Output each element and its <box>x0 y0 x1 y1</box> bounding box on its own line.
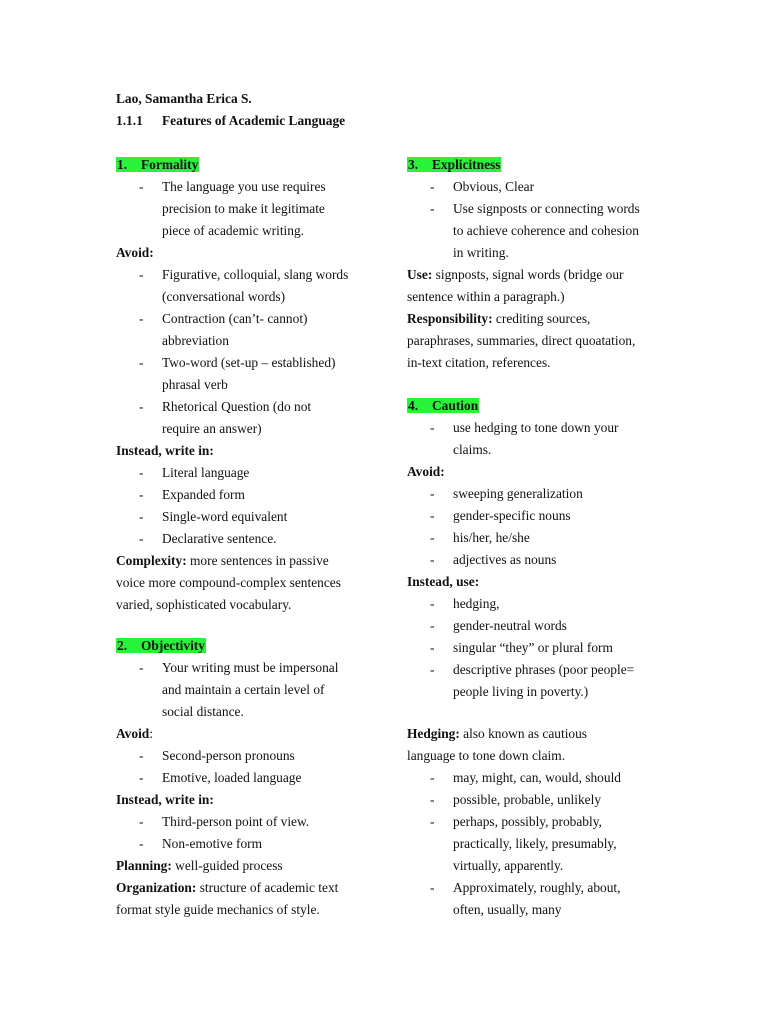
bullet-dash: - <box>139 487 144 502</box>
list-item: use hedging to tone down your <box>453 420 619 435</box>
list-item: his/her, he/she <box>453 530 530 545</box>
bullet-dash: - <box>139 836 144 851</box>
responsibility-line: Responsibility: crediting sources, <box>407 311 591 326</box>
planning-line: Planning: well-guided process <box>116 858 283 873</box>
list-item: sweeping generalization <box>453 486 583 501</box>
avoid-label: Avoid: <box>116 726 153 741</box>
heading-title: Features of Academic Language <box>162 113 346 128</box>
list-item: Use signposts or connecting words <box>453 201 640 216</box>
highlight: 1. Formality <box>117 157 199 172</box>
list-item: Contraction (can’t- cannot) <box>162 311 308 326</box>
paragraph-line: format style guide mechanics of style. <box>116 902 320 917</box>
complexity-label: Complexity: <box>116 553 187 568</box>
list-item: abbreviation <box>162 333 229 348</box>
highlight: 4. Caution <box>408 398 479 413</box>
section-formality-title <box>116 157 199 173</box>
bullet-dash: - <box>139 355 144 370</box>
bullet-dash: - <box>430 880 435 895</box>
bullet-dash: - <box>430 618 435 633</box>
bullet-dash: - <box>139 179 144 194</box>
section-objectivity-title <box>116 638 206 654</box>
author-name: Lao, Samantha Erica S. <box>116 91 252 106</box>
list-item: Literal language <box>162 465 250 480</box>
list-item: claims. <box>453 442 492 457</box>
bullet-dash: - <box>430 792 435 807</box>
avoid-label: Avoid: <box>116 245 154 260</box>
complexity-line: Complexity: more sentences in passive <box>116 553 329 568</box>
bullet-dash: - <box>430 640 435 655</box>
bullet-dash: - <box>430 770 435 785</box>
instead-label: Instead, write in: <box>116 443 214 458</box>
bullet-dash: - <box>430 179 435 194</box>
list-item: Approximately, roughly, about, <box>453 880 621 895</box>
bullet-dash: - <box>139 660 144 675</box>
hedging-line: Hedging: also known as cautious <box>407 726 588 741</box>
list-item: singular “they” or plural form <box>453 640 613 655</box>
list-item: (conversational words) <box>162 289 286 304</box>
list-item: adjectives as nouns <box>453 552 557 567</box>
bullet-dash: - <box>430 201 435 216</box>
list-item: gender-specific nouns <box>453 508 571 523</box>
use-line: Use: signposts, signal words (bridge our <box>407 267 624 282</box>
section-explicitness-title <box>407 157 501 173</box>
bullet-dash: - <box>430 530 435 545</box>
paragraph-line: paraphrases, summaries, direct quoatation, <box>407 333 636 348</box>
list-item: Rhetorical Question (do not <box>162 399 312 414</box>
list-item: and maintain a certain level of <box>162 682 325 697</box>
list-item: people living in poverty.) <box>453 684 589 699</box>
bullet-dash: - <box>139 814 144 829</box>
paragraph-line: varied, sophisticated vocabulary. <box>116 597 292 612</box>
list-item: virtually, apparently. <box>453 858 564 873</box>
highlight: 3. Explicitness <box>408 157 501 172</box>
list-item: The language you use requires <box>162 179 326 194</box>
list-item: Two-word (set-up – established) <box>162 355 336 370</box>
bullet-dash: - <box>139 531 144 546</box>
paragraph-line: language to tone down claim. <box>407 748 566 763</box>
paragraph-line: voice more compound-complex sentences <box>116 575 341 590</box>
highlight: 2. Objectivity <box>117 638 205 653</box>
list-item: require an answer) <box>162 421 262 436</box>
list-item: possible, probable, unlikely <box>453 792 602 807</box>
paragraph-line: in-text citation, references. <box>407 355 551 370</box>
list-item: Second-person pronouns <box>162 748 295 763</box>
bullet-dash: - <box>139 770 144 785</box>
bullet-dash: - <box>430 662 435 677</box>
list-item: Your writing must be impersonal <box>162 660 339 675</box>
list-item: often, usually, many <box>453 902 562 917</box>
list-item: Third-person point of view. <box>162 814 310 829</box>
bullet-dash: - <box>139 465 144 480</box>
bullet-dash: - <box>430 486 435 501</box>
paragraph-line: sentence within a paragraph.) <box>407 289 565 304</box>
instead-label: Instead, write in: <box>116 792 214 807</box>
list-item: piece of academic writing. <box>162 223 305 238</box>
list-item: Emotive, loaded language <box>162 770 302 785</box>
bullet-dash: - <box>430 814 435 829</box>
heading-number: 1.1.1 <box>116 113 143 128</box>
avoid-label: Avoid: <box>407 464 445 479</box>
list-item: precision to make it legitimate <box>162 201 325 216</box>
bullet-dash: - <box>139 399 144 414</box>
instead-label: Instead, use: <box>407 574 480 589</box>
bullet-dash: - <box>430 596 435 611</box>
list-item: Obvious, Clear <box>453 179 535 194</box>
organization-line: Organization: structure of academic text <box>116 880 339 895</box>
section-heading <box>116 113 345 129</box>
bullet-dash: - <box>430 552 435 567</box>
bullet-dash: - <box>430 420 435 435</box>
list-item: gender-neutral words <box>453 618 567 633</box>
list-item: hedging, <box>453 596 500 611</box>
section-caution-title <box>407 398 479 414</box>
bullet-dash: - <box>430 508 435 523</box>
list-item: Non-emotive form <box>162 836 263 851</box>
list-item: Expanded form <box>162 487 245 502</box>
bullet-dash: - <box>139 267 144 282</box>
list-item: social distance. <box>162 704 244 719</box>
bullet-dash: - <box>139 311 144 326</box>
list-item: in writing. <box>453 245 509 260</box>
list-item: perhaps, possibly, probably, <box>453 814 602 829</box>
list-item: may, might, can, would, should <box>453 770 621 785</box>
bullet-dash: - <box>139 748 144 763</box>
list-item: Figurative, colloquial, slang words <box>162 267 349 282</box>
list-item: descriptive phrases (poor people= <box>453 662 635 677</box>
list-item: Declarative sentence. <box>162 531 277 546</box>
list-item: to achieve coherence and cohesion <box>453 223 639 238</box>
list-item: practically, likely, presumably, <box>453 836 617 851</box>
bullet-dash: - <box>139 509 144 524</box>
list-item: Single-word equivalent <box>162 509 288 524</box>
list-item: phrasal verb <box>162 377 228 392</box>
